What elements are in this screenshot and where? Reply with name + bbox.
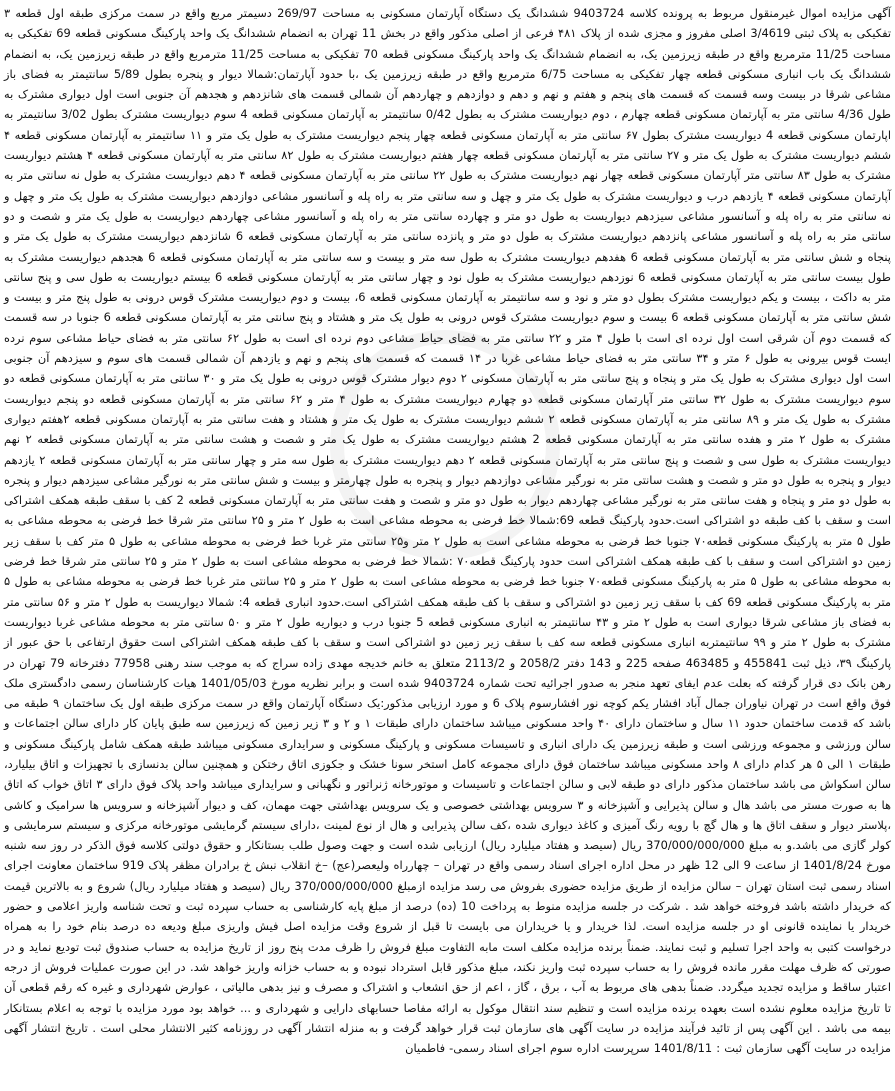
auction-notice — [4, 3, 891, 1058]
notice-footer-text: تاریخ انتشار آگهی مزایده در سایت آگهی سازمان ثبت : 1401/8/11 سرپرست اداره سوم اجرای اسناد رسمی- فاطمیان — [4, 1020, 891, 1056]
notice-body-text: آگهی مزایده اموال غیرمنقول مربوط به پرونده کلاسه 9403724 ششدانگ یک دستگاه آپارتمان مسکونی به مساحت 269/97 دسیمتر مربع واقع در سمت مرکزی طبقه اول قطعه ۳ تفکیکی به پلاک ثبتی 3/4619 اصلی مفروز و مجزی شده از پلاک ۴۸۱ فرعی از اصلی مذکور واقع در بخش 11 تهران به انضمام ششدانگ یک واحد پارکینگ مسکونی قطعه 69 تفکیکی به مساحت 11/25 مترمربع واقع در طبقه زیرزمین یک، به انضمام ششدانگ یک واحد پارکینگ مسکونی قطعه 70 تفکیکی به مساحت 11/25 مترمربع واقع در طبقه زیرزمین یک، به انضمام ششدانگ یک باب انباری مسکونی قطعه چهار تفکیکی به مساحت 6/75 مترمربع واقع در طبقه زیرزمین یک ،با حدود آپارتمان:شمالا دیوار و پنجره بطول 5/89 سانتیمتر به فضای باز مشاعی شرقا در بیست وسه قسمت که قسمت های پنجم و هفتم و نهم و دهم و دوازدهم و چهاردهم آن شمالی قسمت های شانزدهم و هجدهم آن جنوبی است اول دیواری مشترک به طول 4/36 سانتی متر به آپارتمان مسکونی قطعه چهارم ، دوم دیواریست مشترک به بطول 0/42 سانتیمتر به آپارتمان مسکونی قطعه 4 سوم دیواریست مشترک بطول 3/02 سانتیمتر به اپارتمان مسکونی قطعه 4 دیواریست مشترک بطول ۶۷ سانتی متر به آپارتمان مسکونی قطعه چهار پنجم دیواریست مشترک به طول یک متر و ۱۱ سانتیمتر به آپارتمان مسکونی قطعه ۴ ششم دیواریست مشترک به طول یک متر و ۲۷ سانتی متر به آپارتمان مسکونی قطعه چهار هفتم دیواریست مشترک به طول ۸۲ سانتی متر به آپارتمان مسکونی قطعه ۴ هشتم دیواریست مشترک به طول ۸۳ سانتی متر آپارتمان مسکونی قطعه چهار نهم دیواریست مشترک به طول ۲۲ سانتی متر به آپارتمان مسکونی قطعه ۴ دهم دیواریست مشترک به طول نه سانتی متر به آپارتمان مسکونی قطعه ۴ یازدهم درب و دیواریست مشترک به طول یک متر و چهل و سه سانتی متر به راه پله و آسانسور مشاعی دوازدهم دیواریست مشترک به طول یک متر و چهل و نه سانتی متر به راه پله و آسانسور مشاعی سیزدهم دیواریست به طول دو متر و چهارده سانتی متر به راه پله و آسانسور مشاعی چهاردهم دیواریست به طول یک متر و شصت و دو سانتی متر به راه پله و آسانسور مشاعی پانزدهم دیواریست مشترک به طول دو متر و پانزده سانتی متر به آپارتمان مسکونی قطعه 6 شانزدهم دیواریست مشترک به طول یک متر و پنجاه و شش سانتی متر به آپارتمان مسکونی قطعه 6 هفدهم دیواریست مشترک به طول سه متر و بیست و سه سانتی متر به آپارتمان مسکونی قطعه 6 هجدهم دیواریست مشترک به طول بیست سانتی متر به آپارتمان مسکونی قطعه 6 نوزدهم دیواریست مشترک به طول نود و چهار سانتی متر به آپارتمان مسکونی قطعه 6 بیستم دیواریست به طول سی و پنج سانتی متر به داکت ، بیست و یکم دیواریست مشترک بطول دو متر و نود و سه سانتیمتر به آپارتمان مسکونی قطعه 6، بیست و دوم دیواریست مشترک قوس درونی به طول پنج متر و بیست و شش سانتی متر به آپارتمان مسکونی قطعه 6 بیست و سوم دیواریست مشترک قوس درونی به طول یک متر و هشتاد و پنج سانتی متر به آپارتمان مسکونی قطعه 6 جنوبا در سه قسمت که قسمت دوم آن شرقی است اول نرده ای است با طول ۴ متر و ۲۲ سانتی متر به فضای حیاط مشاعی دوم نرده ای است به طول ۶۲ سانتی متر به فضای حیاط مشاعی سوم نرده ایست قوس بیرونی به طول ۶ متر و ۳۴ سانتی متر به فضای حیاط مشاعی غربا در ۱۴ قسمت که قسمت های پنجم و نهم و یازدهم آن شمالی قسمت های سوم و سیزدهم آن جنوبی است اول دیواری مشترک به طول یک متر و پنجاه و پنج سانتی متر به آپارتمان مسکونی ۲ دوم دیوار مشترک قوس درونی به طول یک متر و ۳۰ سانتی متر به آپارتمان مسکونی قطعه دو سوم دیواریست مشترک به طول ۳۲ سانتی متر آپارتمان مسکونی قطعه دو چهارم دیواریست مشترک به طول ۴ متر و ۶۲ سانتی متر به آپارتمان مسکونی قطعه دو پنجم دیواریست مشترک به طول یک متر و ۸۹ سانتی متر به آپارتمان مسکونی قطعه ۲ ششم دیواریست مشترک به طول یک متر و هشتاد و هفت سانتی متر به آپارتمان مسکونی قطعه ۲هفتم دیواری مشترک به طول ۲ متر و هفده سانتی متر به آپارتمان مسکونی قطعه 2 هشتم دیواریست مشترک به طول یک متر و شصت و هشت سانتی متر به آپارتمان مسکونی قطعه ۲ نهم دیواریست مشترک به طول سی و شصت و پنج سانتی متر به آپارتمان مسکونی قطعه ۲ دهم دیواریست مشترک به طول سه متر و چهار سانتی متر به آپارتمان مسکونی قطعه ۲ یازدهم دیوار و پنجره به طول دو متر و شصت و هشت سانتی متر به نورگیر مشاعی دوازدهم دیوار و پنجره به طول چهارمتر و بیست و شش سانتی متر به نورگیر مشاعی سیزدهم دیوار و پنجره به طول دو متر و پنجاه و هفت سانتی متر به نورگیر مشاعی چهاردهم دیوار به طول دو متر و شصت و هفت سانتی متر به آپارتمان مسکونی قطعه 2 کف با سقف طبقه همکف اشتراکی است و سقف با کف طبقه دو اشتراکی است.حدود پارکینگ قطعه 69:شمالا خط فرضی به محوطه مشاعی است به طول ۲ متر و ۲۵ سانتی متر شرقا خط فرضی به محوطه مشاعی به طول ۵ متر به پارکینگ مسکونی قطعه۷۰ جنوبا خط فرضی به محوطه مشاعی است به طول ۲ متر و۲۵ سانتی متر غربا خط فرضی به محوطه مشاعی به طول ۵ متر کف با سقف زیر زمین دو اشتراکی است و سقف با کف طبقه همکف اشتراکی است حدود پارکینگ قطعه۷۰ :شمالا خط فرضی به محوطه مشاعی است به طول ۲ متر و ۲۵ سانتی متر شرقا خط فرضی به محوطه مشاعی به طول ۵ متر به پارکینگ مسکونی قطعه۷۰ جنوبا خط فرضی به محوطه مشاعی است به طول ۲ متر و ۲۵ سانتی متر غربا خط فرضی به محوطه مشاعی به طول ۵ متر به پارکینگ مسکونی قطعه 69 کف با سقف زیر زمین دو اشتراکی و سقف با کف طبقه همکف اشتراکی است.حدود انباری قطعه 4: شمالا دیواریست به طول ۲ متر و ۵۶ سانتی متر به فضای باز مشاعی شرقا دیواری است به طول ۲ متر و ۴۳ سانتیمتر به انباری مسکونی قطعه 5 جنوبا درب و دیواریه طول ۲ متر و ۵۰ سانتی متر به محوطه مشاعی غربا دیواریست مشترک به طول ۲ متر و ۹۹ سانتیمتربه انباری مسکونی قطعه سه کف با سقف زیر زمین دو اشتراکی است و سقف با کف طبقه همکف اشتراکی است حقوق ارتفاعی با حق عبور از پارکینگ ۳۹، ذیل ثبت 455841 و 463485 صفحه 225 و 143 دفتر 2058/2 و 2113/2 متعلق به خانم خدیجه مهدی زاده سراج که به موجب سند رهنی 77958 دفترخانه 79 تهران در رهن بانک دی قرار گرفته که بعلت عدم ایفای تعهد منجر به صدور اجرائیه تحت شماره 9403724 شده است و برابر نظریه مورخ 1401/05/03 هیات کارشناسان رسمی دادگستری ملک فوق واقع است در تهران نیاوران جمال آباد افشار یکم کوچه نور افشارسوم پلاک 6 و مورد ارزیابی مذکور:یک دستگاه آپارتمان واقع در سمت مرکزی طبقه اول یک ساختمان ۹ طبقه می باشد که قدمت ساختمان حدود ۱۱ سال و ساختمان دارای ۴۰ واحد مسکونی میباشد ساختمان دارای طبقات ۱ و ۲ و ۳ زیر زمین که زیرزمین سه طبق پایان کار دارای سالن اجتماعات و سالن ورزشی و مجموعه ورزشی است و طبقه زیرزمین یک دارای انباری و تاسیسات مسکونی و پارکینگ مسکونی و سرایداری مسکونی میباشد طبقه همکف شامل پارکینگ مسکونی و طبقات ۱ الی ۵ هر کدام دارای ۸ واحد مسکونی میباشد ساختمان فوق دارای مجموعه کامل استخر سونا خشک و جکوزی اتاق رختکن و همچنین سالن بدنسازی با تجهیزات و اتاق بیلیارد، سالن اسکواش می باشد ساختمان مذکور دارای دو طبقه لابی و سالن اجتماعات و تاسیسات و موتورخانه ژنراتور و نگهبانی و سرایداری میباشد واحد پلاک فوق دارای ۳ اتاق خواب که اتاق ها به صورت مستر می باشد هال و سالن پذیرایی و آشپزخانه و ۳ سرویس بهداشتی خصوصی و یک سرویس بهداشتی جهت مهمان، کف و دیوار آشپزخانه و سرویس ها سرامیک و کاشی ،پلاستر دیوار و سقف اتاق ها و هال گچ با رویه رنگ آمیزی و کاغذ دیواری شده ،کف سالن پذیرایی و هال از نوع لمینت ،دارای سیستم گرمایشی موتورخانه مرکزی و سیستم سرمایشی و کولر گازی می باشد.و به مبلغ 370/000/000/000 ریال (سیصد و هفتاد میلیارد ریال) ارزیابی شده است و جهت وصول طلب بستانکار و حقوق دولتی کلاسه فوق الذکر در روز سه شنبه مورخ 1401/8/24 از ساعت 9 الی 12 ظهر در محل اداره اجرای اسناد رسمی واقع در تهران – چهارراه ولیعصر(عج) –خ انقلاب نبش خ برادران مظفر پلاک 919 ساختمان معاونت اجرای اسناد رسمی ثبت استان تهران – سالن مزایده از طریق مزایده حضوری بفروش می رسد مزایده ازمبلغ 370/000/000/000 ریال (سیصد و هفتاد میلیارد ریال) شروع و به بالاترین قیمت که خریدار داشته باشد فروخته خواهد شد . شرکت در جلسه مزایده منوط به پرداخت 10 (ده) درصد از مبلغ پایه کارشناسی به حساب سپرده ثبت و تحت شناسه واریز اعلامی و حضور خریدار یا نماینده قانونی او در جلسه مزایده است. لذا خریدار و یا خریداران می بایست تا قبل از شروع وقت مزایده اصل فیش واریزی مبلغ ودیعه ده درصد بنام خود را به همراه درخواست کتبی به واحد اجرا تسلیم و ثبت نمایند. ضمناً برنده مزایده مکلف است مابه التفاوت مبلغ فروش را ظرف مدت پنج روز از تاریخ مزایده به حساب صندوق ثبت تودیع نماید و در صورتی که ظرف مهلت مقرر مانده فروش را به حساب سپرده ثبت واریز نکند، مبلغ مذکور قابل استرداد نبوده و به حساب خزانه واریز خواهد شد. در این صورت عملیات فروش از درجه اعتبار ساقط و مزایده تجدید میگردد. ضمناً بدهی های مربوط به آب ، برق ، گاز ، اعم از حق انشعاب و اشتراک و مصرف و نیز بدهی مالیاتی ، عوارض شهرداری و غیره که رقم قطعی آن تا تاریخ مزایده معلوم نشده است بعهده برنده مزایده است و تنظیم سند انتقال موکول به ارائه مفاصا حسابهای دارایی و شهرداری و ... خواهد بود مورد مزایده با توجه به اعلام بستانکار بیمه می باشد . این آگهی پس از تائید فرآیند مزایده در سایت آگهی های سازمان ثبت قرار خواهد گرفت و به منزله انتشار آگهی در روزنامه کثیر الانتشار محلی است . — [4, 6, 892, 1035]
